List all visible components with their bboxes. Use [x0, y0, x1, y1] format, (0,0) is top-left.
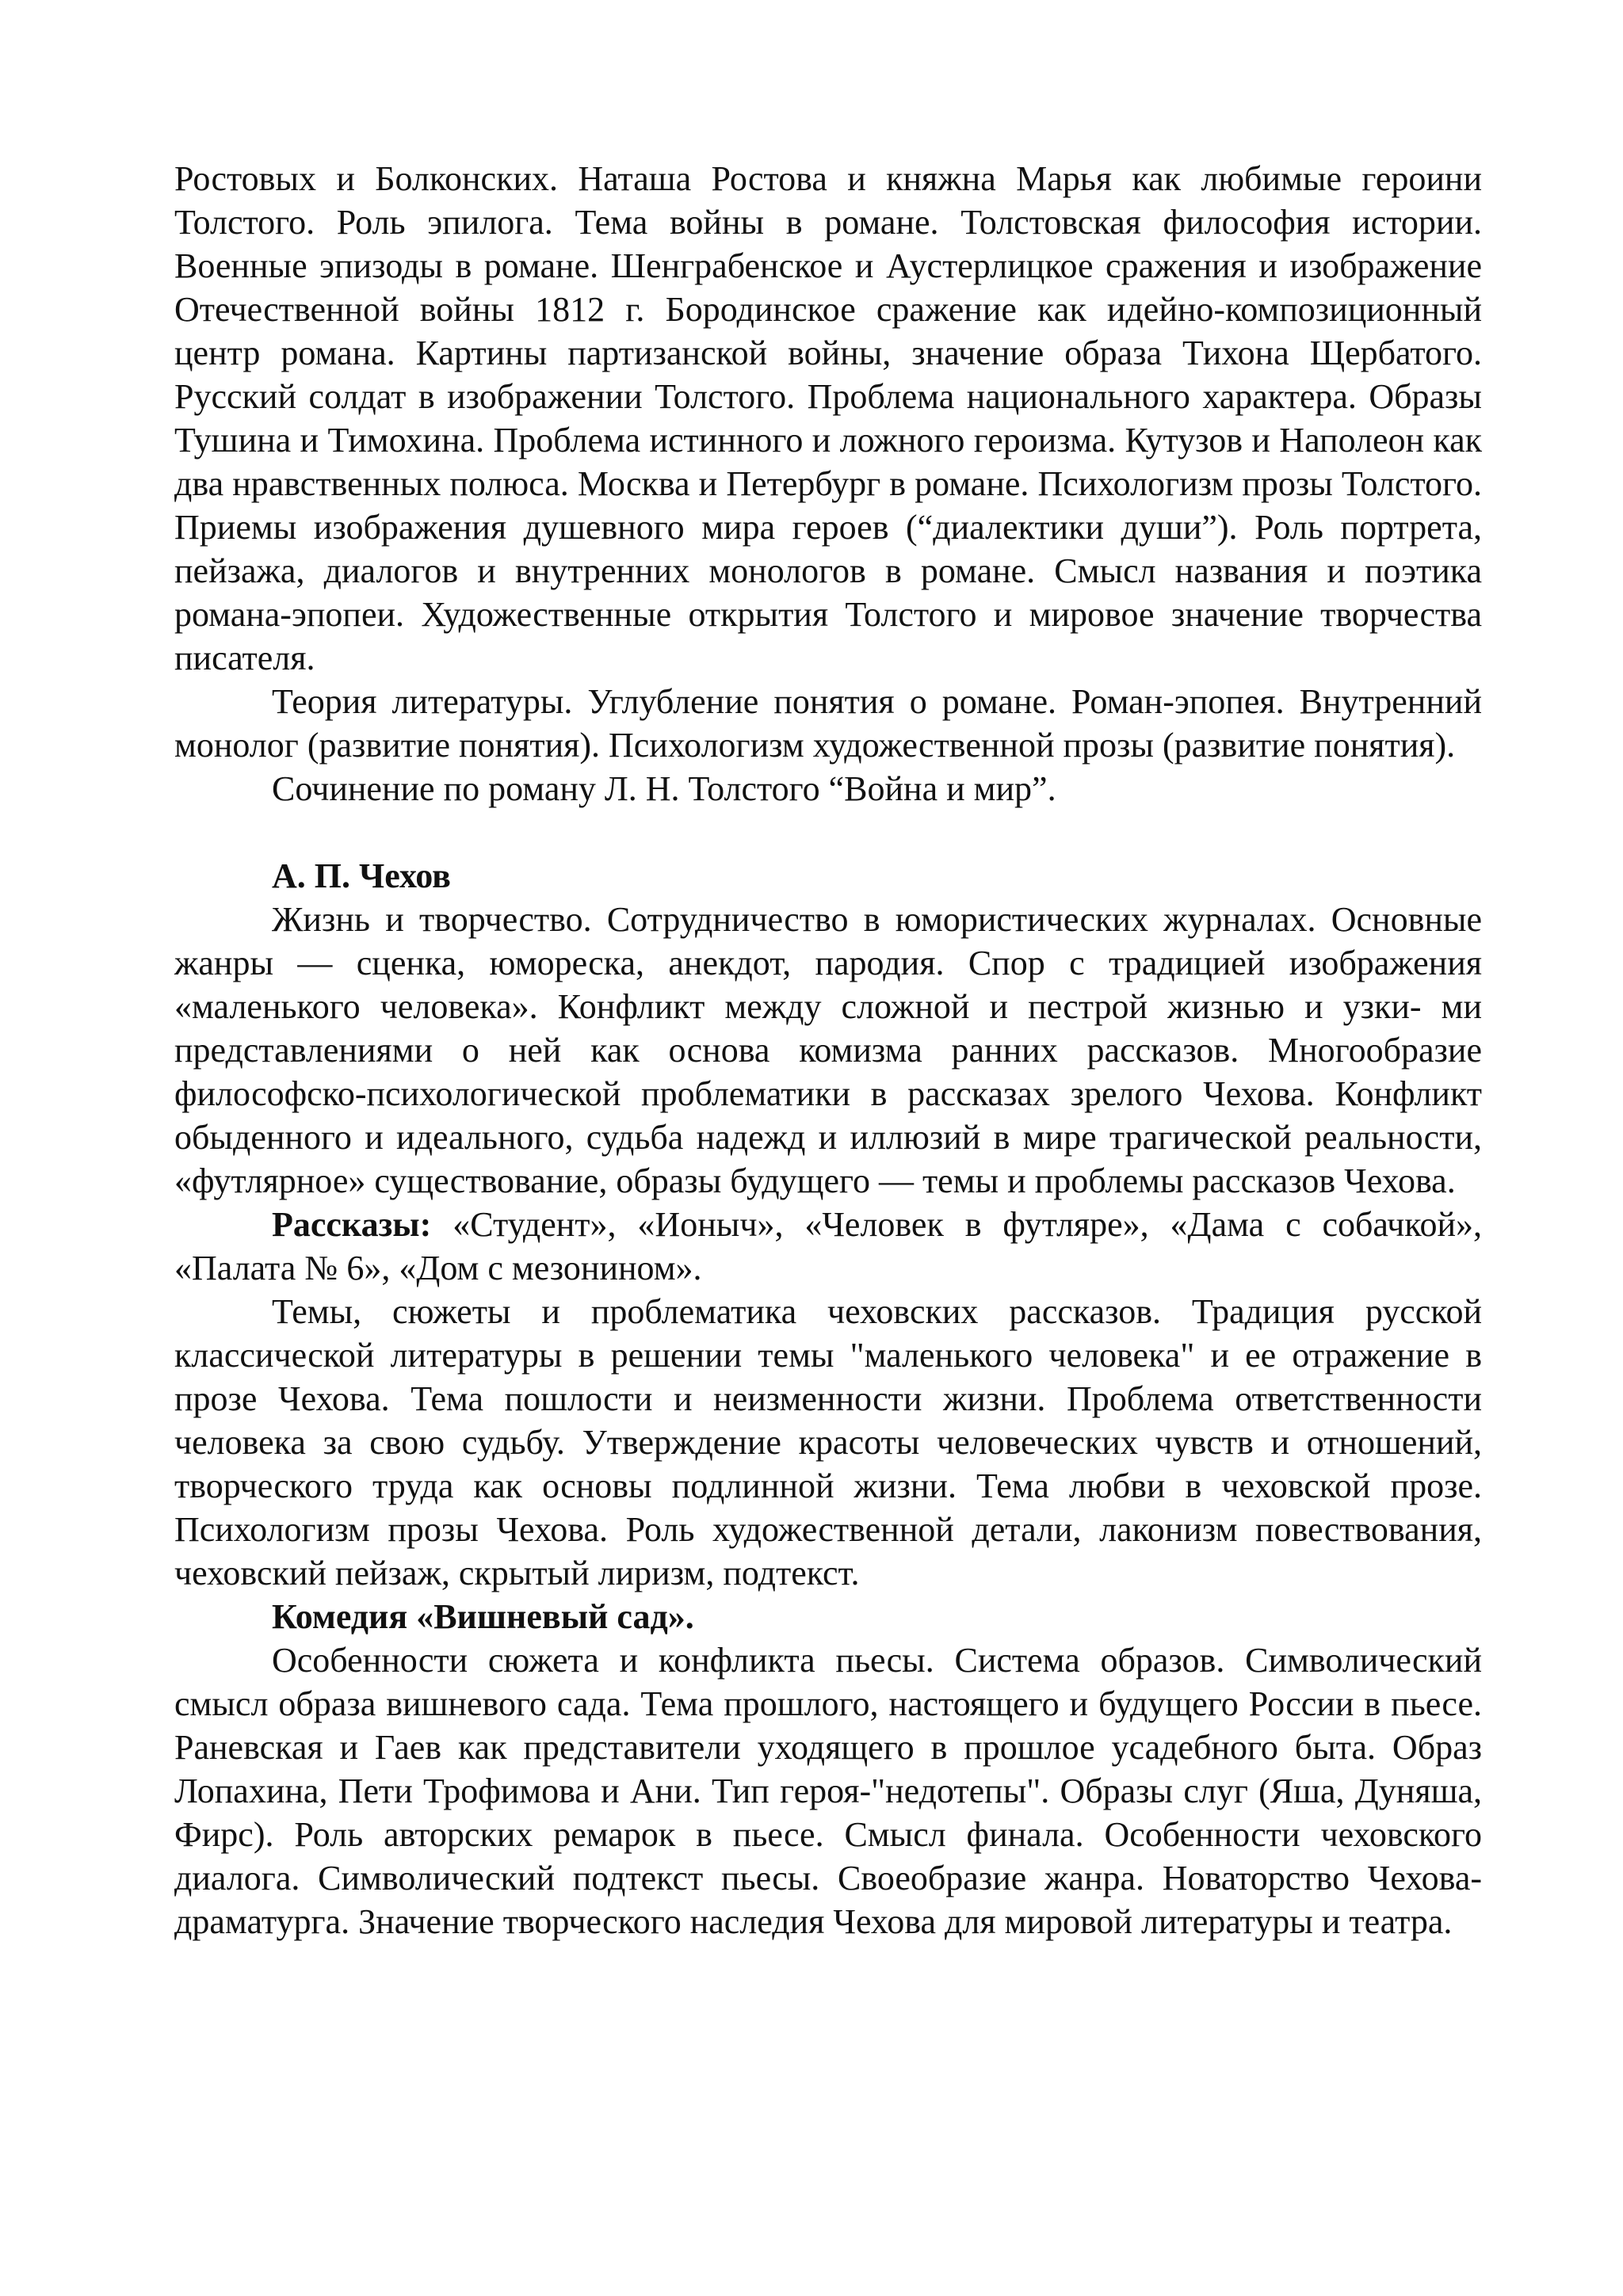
- document-page: [174, 157, 1482, 1943]
- stories-label: Рассказы:: [272, 1205, 432, 1244]
- paragraph-cherry-orchard: Особенности сюжета и конфликта пьесы. Система образов. Символический смысл образа вишневого сада. Тема прошлого, настоящего и будущего России в пьесе. Раневская и Гаев как представители уходящего в прошлое усадебного быта. Образ Лопахина, Пети Трофимова и Ани. Тип героя-"недотепы". Образы слуг (Яша, Дуняша, Фирс). Роль авторских ремарок в пьесе. Смысл финала. Особенности чеховского диалога. Символический подтекст пьесы. Своеобразие жанра. Новаторство Чехова-драматурга. Значение творческого наследия Чехова для мировой литературы и театра.: [174, 1641, 1482, 1941]
- stories-titles: «Студент», «Ионыч», «Человек в футляре», «Дама с собачкой», «Палата № 6», «Дом с мезонином».: [174, 1205, 1482, 1287]
- paragraph-literary-theory: Теория литературы. Углубление понятия о романе. Роман-эпопея. Внутренний монолог (развитие понятия). Психологизм художественной прозы (развитие понятия).: [174, 682, 1482, 765]
- section-spacer: [174, 810, 1482, 854]
- paragraph-essay-assignment: Сочинение по роману Л. Н. Толстого “Война и мир”.: [272, 769, 1056, 808]
- paragraph-tolstoy-war-and-peace: Ростовых и Болконских. Наташа Ростова и княжна Марья как любимые героини Толстого. Роль эпилога. Тема войны в романе. Толстовская философия истории. Военные эпизоды в романе. Шенграбенское и Аустерлицкое сражения и изображение Отечественной войны 1812 г. Бородинское сражение как идейно-композиционный центр романа. Картины партизанской войны, значение образа Тихона Щербатого. Русский солдат в изображении Толстого. Проблема национального характера. Образы Тушина и Тимохина. Проблема истинного и ложного героизма. Кутузов и Наполеон как два нравственных полюса. Москва и Петербург в романе. Психологизм прозы Толстого. Приемы изображения душевного мира героев (“диалектики души”). Роль портрета, пейзажа, диалогов и внутренних монологов в романе. Смысл названия и поэтика романа-эпопеи. Художественные открытия Толстого и мировое значение творчества писателя.: [174, 159, 1482, 677]
- paragraph-stories-list: [174, 1203, 1482, 1290]
- paragraph-stories-themes: Темы, сюжеты и проблематика чеховских рассказов. Традиция русской классической литературы в решении темы "маленького человека" и ее отражение в прозе Чехова. Тема пошлости и неизменности жизни. Проблема ответственности человека за свою судьбу. Утверждение красоты человеческих чувств и отношений, творческого труда как основы подлинной жизни. Тема любви в чеховской прозе. Психологизм прозы Чехова. Роль художественной детали, лаконизм повествования, чеховский пейзаж, скрытый лиризм, подтекст.: [174, 1292, 1482, 1592]
- section-heading-chekhov: А. П. Чехов: [272, 856, 451, 895]
- paragraph-chekhov-life-and-work: Жизнь и творчество. Сотрудничество в юмористических журналах. Основные жанры — сценка, юмореска, анекдот, пародия. Спор с традицией изображения «маленького человека». Конфликт между сложной и пестрой жизнью и узки- ми представлениями о ней как основа комизма ранних рассказов. Многообразие философско-психологической проблематики в рассказах зрелого Чехова. Конфликт обыденного и идеального, судьба надежд и иллюзий в мире трагической реальности, «футлярное» существование, образы будущего — темы и проблемы рассказов Чехова.: [174, 900, 1482, 1200]
- section-heading-cherry-orchard: Комедия «Вишневый сад».: [272, 1597, 694, 1636]
